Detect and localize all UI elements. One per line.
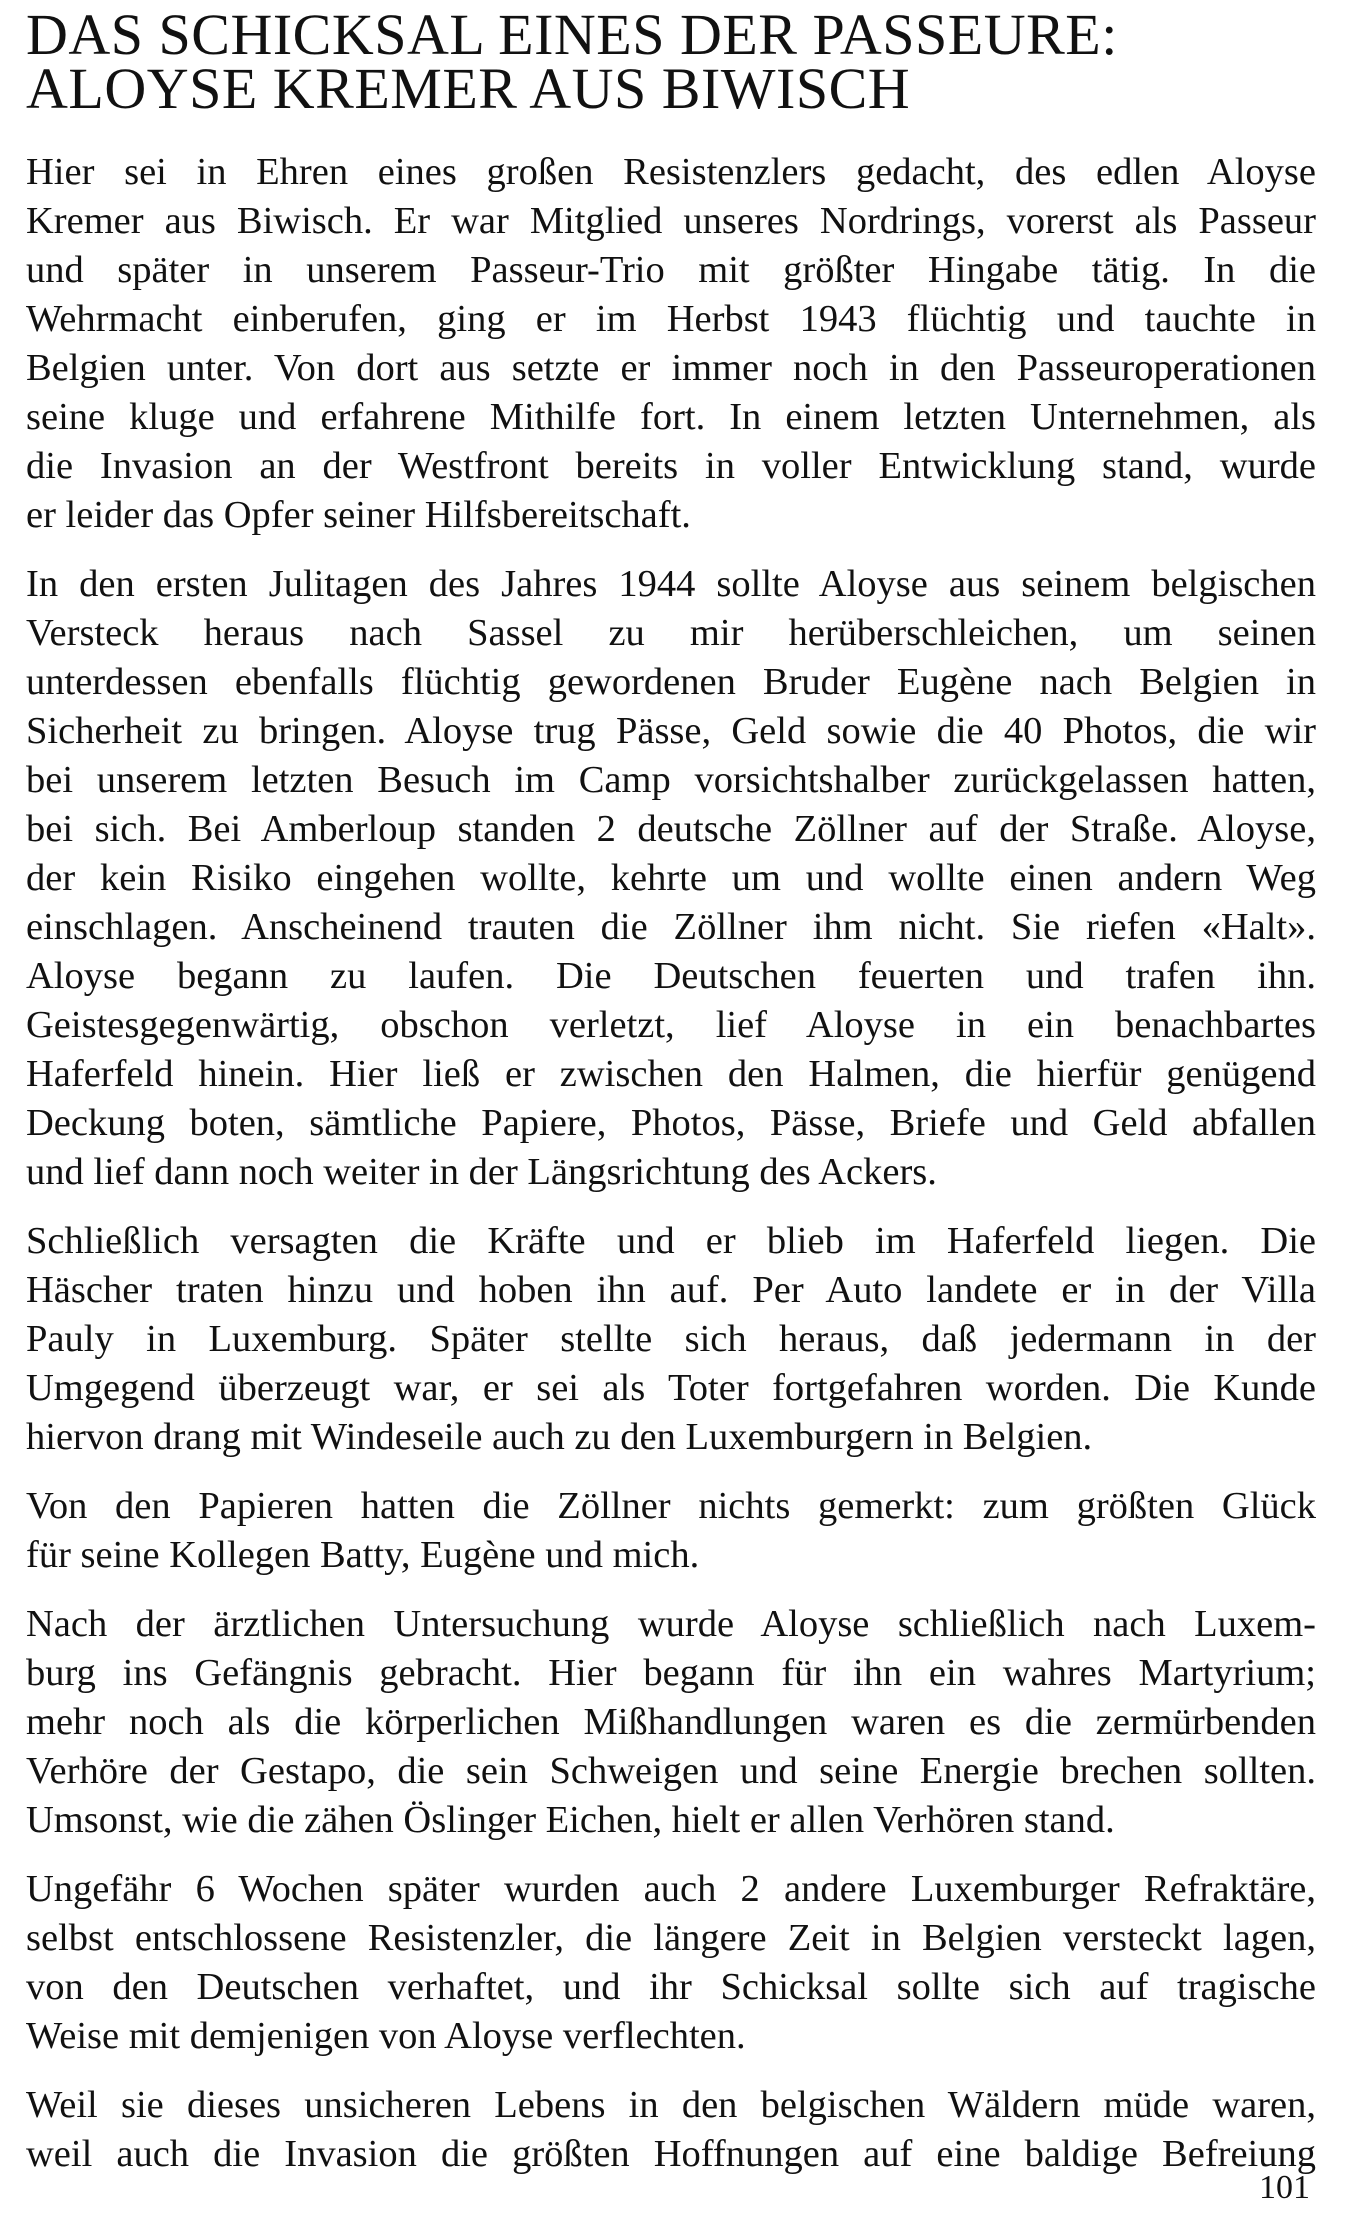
body-text bbox=[26, 148, 1316, 2199]
text-line: Wehrmacht einberufen, ging er im Herbst 1943 flüchtig und tauchte in bbox=[26, 298, 1316, 340]
chapter-title-line: ALOYSE KREMER AUS BIWISCH bbox=[26, 56, 911, 121]
paragraph bbox=[26, 148, 1316, 540]
text-line: Deckung boten, sämtliche Papiere, Photos, Pässe, Briefe und Geld abfallen bbox=[26, 1102, 1316, 1144]
text-line: von den Deutschen verhaftet, und ihr Schicksal sollte sich auf tragische bbox=[26, 1966, 1316, 2008]
paragraph bbox=[26, 1600, 1316, 1845]
text-line: Häscher traten hinzu und hoben ihn auf. Per Auto landete er in der Villa bbox=[26, 1269, 1316, 1311]
text-line: Verhöre der Gestapo, die sein Schweigen und seine Energie brechen sollten. bbox=[26, 1750, 1316, 1792]
text-line: einschlagen. Anscheinend trauten die Zöllner ihm nicht. Sie riefen «Halt». bbox=[26, 906, 1316, 948]
text-line: selbst entschlossene Resistenzler, die längere Zeit in Belgien versteckt lagen, bbox=[26, 1917, 1316, 1959]
chapter-title-line: DAS SCHICKSAL EINES DER PASSEURE: bbox=[26, 2, 1118, 67]
text-line: Von den Papieren hatten die Zöllner nichts gemerkt: zum größten Glück bbox=[26, 1485, 1316, 1527]
text-line: die Invasion an der Westfront bereits in voller Entwicklung stand, wurde bbox=[26, 445, 1316, 487]
chapter-title bbox=[26, 2, 1118, 121]
paragraph bbox=[26, 1217, 1316, 1462]
text-line: Ungefähr 6 Wochen später wurden auch 2 andere Luxemburger Refraktäre, bbox=[26, 1868, 1316, 1910]
text-line: Umgegend überzeugt war, er sei als Toter fortgefahren worden. Die Kunde bbox=[26, 1367, 1316, 1409]
text-line: Umsonst, wie die zähen Öslinger Eichen, hielt er allen Verhören stand. bbox=[26, 1799, 1115, 1841]
text-line: bei sich. Bei Amberloup standen 2 deutsche Zöllner auf der Straße. Aloyse, bbox=[26, 808, 1316, 850]
paragraph bbox=[26, 1482, 1316, 1580]
text-line: Pauly in Luxemburg. Später stellte sich heraus, daß jedermann in der bbox=[26, 1318, 1316, 1360]
text-line: Hier sei in Ehren eines großen Resistenzlers gedacht, des edlen Aloyse bbox=[26, 151, 1316, 193]
text-line: Weil sie dieses unsicheren Lebens in den belgischen Wäldern müde waren, bbox=[26, 2084, 1316, 2126]
text-line: er leider das Opfer seiner Hilfsbereitschaft. bbox=[26, 494, 691, 536]
text-line: Haferfeld hinein. Hier ließ er zwischen den Halmen, die hierfür genügend bbox=[26, 1053, 1316, 1095]
text-line: Schließlich versagten die Kräfte und er blieb im Haferfeld liegen. Die bbox=[26, 1220, 1316, 1262]
text-line: In den ersten Julitagen des Jahres 1944 sollte Aloyse aus seinem belgischen bbox=[26, 563, 1316, 605]
text-line: Weise mit demjenigen von Aloyse verflechten. bbox=[26, 2015, 746, 2057]
text-line: hiervon drang mit Windeseile auch zu den Luxemburgern in Belgien. bbox=[26, 1416, 1093, 1458]
text-line: für seine Kollegen Batty, Eugène und mich. bbox=[26, 1534, 700, 1576]
text-line: seine kluge und erfahrene Mithilfe fort. In einem letzten Unternehmen, als bbox=[26, 396, 1316, 438]
text-line: Sicherheit zu bringen. Aloyse trug Pässe, Geld sowie die 40 Photos, die wir bbox=[26, 710, 1316, 752]
paragraph bbox=[26, 2081, 1316, 2179]
text-line: der kein Risiko eingehen wollte, kehrte um und wollte einen andern Weg bbox=[26, 857, 1316, 899]
text-line: burg ins Gefängnis gebracht. Hier begann für ihn ein wahres Martyrium; bbox=[26, 1652, 1316, 1694]
text-line: Nach der ärztlichen Untersuchung wurde Aloyse schließlich nach Luxem- bbox=[26, 1603, 1316, 1645]
text-line: Belgien unter. Von dort aus setzte er immer noch in den Passeuroperationen bbox=[26, 347, 1316, 389]
text-line: Aloyse begann zu laufen. Die Deutschen feuerten und trafen ihn. bbox=[26, 955, 1316, 997]
text-line: Versteck heraus nach Sassel zu mir herüberschleichen, um seinen bbox=[26, 612, 1316, 654]
text-line: Kremer aus Biwisch. Er war Mitglied unseres Nordrings, vorerst als Passeur bbox=[26, 200, 1316, 242]
text-line: mehr noch als die körperlichen Mißhandlungen waren es die zermürbenden bbox=[26, 1701, 1316, 1743]
paragraph bbox=[26, 560, 1316, 1197]
text-line: und lief dann noch weiter in der Längsrichtung des Ackers. bbox=[26, 1151, 937, 1193]
page-number: 101 bbox=[1259, 2169, 1310, 2206]
text-line: weil auch die Invasion die größten Hoffnungen auf eine baldige Befreiung bbox=[26, 2133, 1316, 2175]
paragraph bbox=[26, 1865, 1316, 2061]
text-line: und später in unserem Passeur-Trio mit größter Hingabe tätig. In die bbox=[26, 249, 1316, 291]
text-line: Geistesgegenwärtig, obschon verletzt, lief Aloyse in ein benachbartes bbox=[26, 1004, 1316, 1046]
text-line: unterdessen ebenfalls flüchtig gewordenen Bruder Eugène nach Belgien in bbox=[26, 661, 1316, 703]
text-line: bei unserem letzten Besuch im Camp vorsichtshalber zurückgelassen hatten, bbox=[26, 759, 1316, 801]
